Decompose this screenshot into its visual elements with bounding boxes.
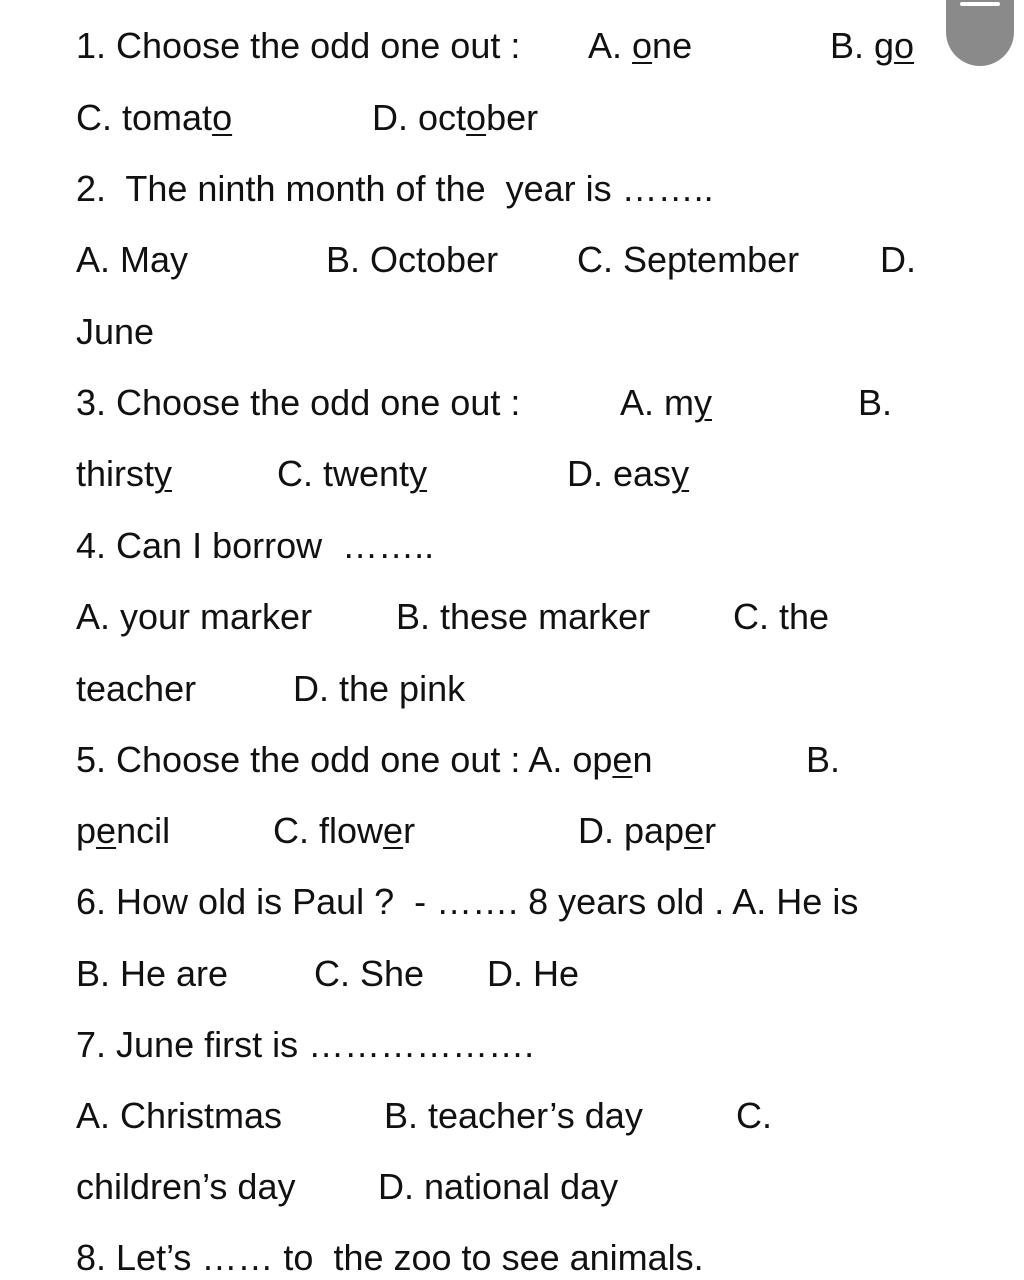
q7-option-a: A. Christmas (76, 1095, 283, 1136)
q7-stem: 7. June first is ………………. (76, 1024, 535, 1065)
q1-stem: 1. Choose the odd one out : (76, 25, 521, 66)
q2-option-d-text: June (76, 311, 155, 352)
q1-option-b: B. go (830, 25, 915, 66)
q2-stem: 2. The ninth month of the year is …….. (76, 168, 714, 209)
q2-option-a: A. May (76, 239, 189, 280)
q2-option-b: B. October (326, 239, 499, 280)
q3-option-b-text: thirsty (76, 453, 173, 494)
q1-option-d: D. october (372, 97, 539, 138)
q3-option-d: D. easy (567, 453, 690, 494)
q6-option-d: D. He (487, 953, 580, 994)
q4-option-b: B. these marker (396, 596, 651, 637)
q7-option-d: D. national day (378, 1166, 619, 1207)
q1-option-c: C. tomato (76, 97, 233, 138)
q6-stem: 6. How old is Paul ? - ……. 8 years old . A. He is (76, 881, 859, 922)
q2-option-c: C. September (577, 239, 800, 280)
q4-stem: 4. Can I borrow …….. (76, 525, 435, 566)
handle-bar-icon (960, 2, 1000, 6)
q5-option-c: C. flower (273, 810, 416, 851)
q7-option-c-text: children’s day (76, 1166, 296, 1207)
q8-stem: 8. Let’s …… to the zoo to see animals. (76, 1237, 704, 1278)
q5-option-b-label: B. (806, 739, 841, 780)
q2-option-d-label: D. (880, 239, 916, 280)
q7-option-b: B. teacher’s day (384, 1095, 643, 1136)
q3-option-a: A. my (620, 382, 713, 423)
scroll-handle[interactable] (946, 0, 1014, 66)
q1-option-a: A. one (588, 25, 693, 66)
q3-option-b-label: B. (858, 382, 893, 423)
q3-option-c: C. twenty (277, 453, 428, 494)
q4-option-c-text: teacher (76, 668, 197, 709)
q3-stem: 3. Choose the odd one out : (76, 382, 521, 423)
q7-option-c-label: C. (736, 1095, 772, 1136)
q5-stem: 5. Choose the odd one out : A. open (76, 739, 653, 780)
q4-option-d: D. the pink (293, 668, 466, 709)
q6-option-c: C. She (314, 953, 425, 994)
q6-option-b: B. He are (76, 953, 229, 994)
q4-option-c-label: C. the (733, 596, 830, 637)
q5-option-b-text: pencil (76, 810, 171, 851)
q5-option-d: D. paper (578, 810, 717, 851)
q4-option-a: A. your marker (76, 596, 313, 637)
